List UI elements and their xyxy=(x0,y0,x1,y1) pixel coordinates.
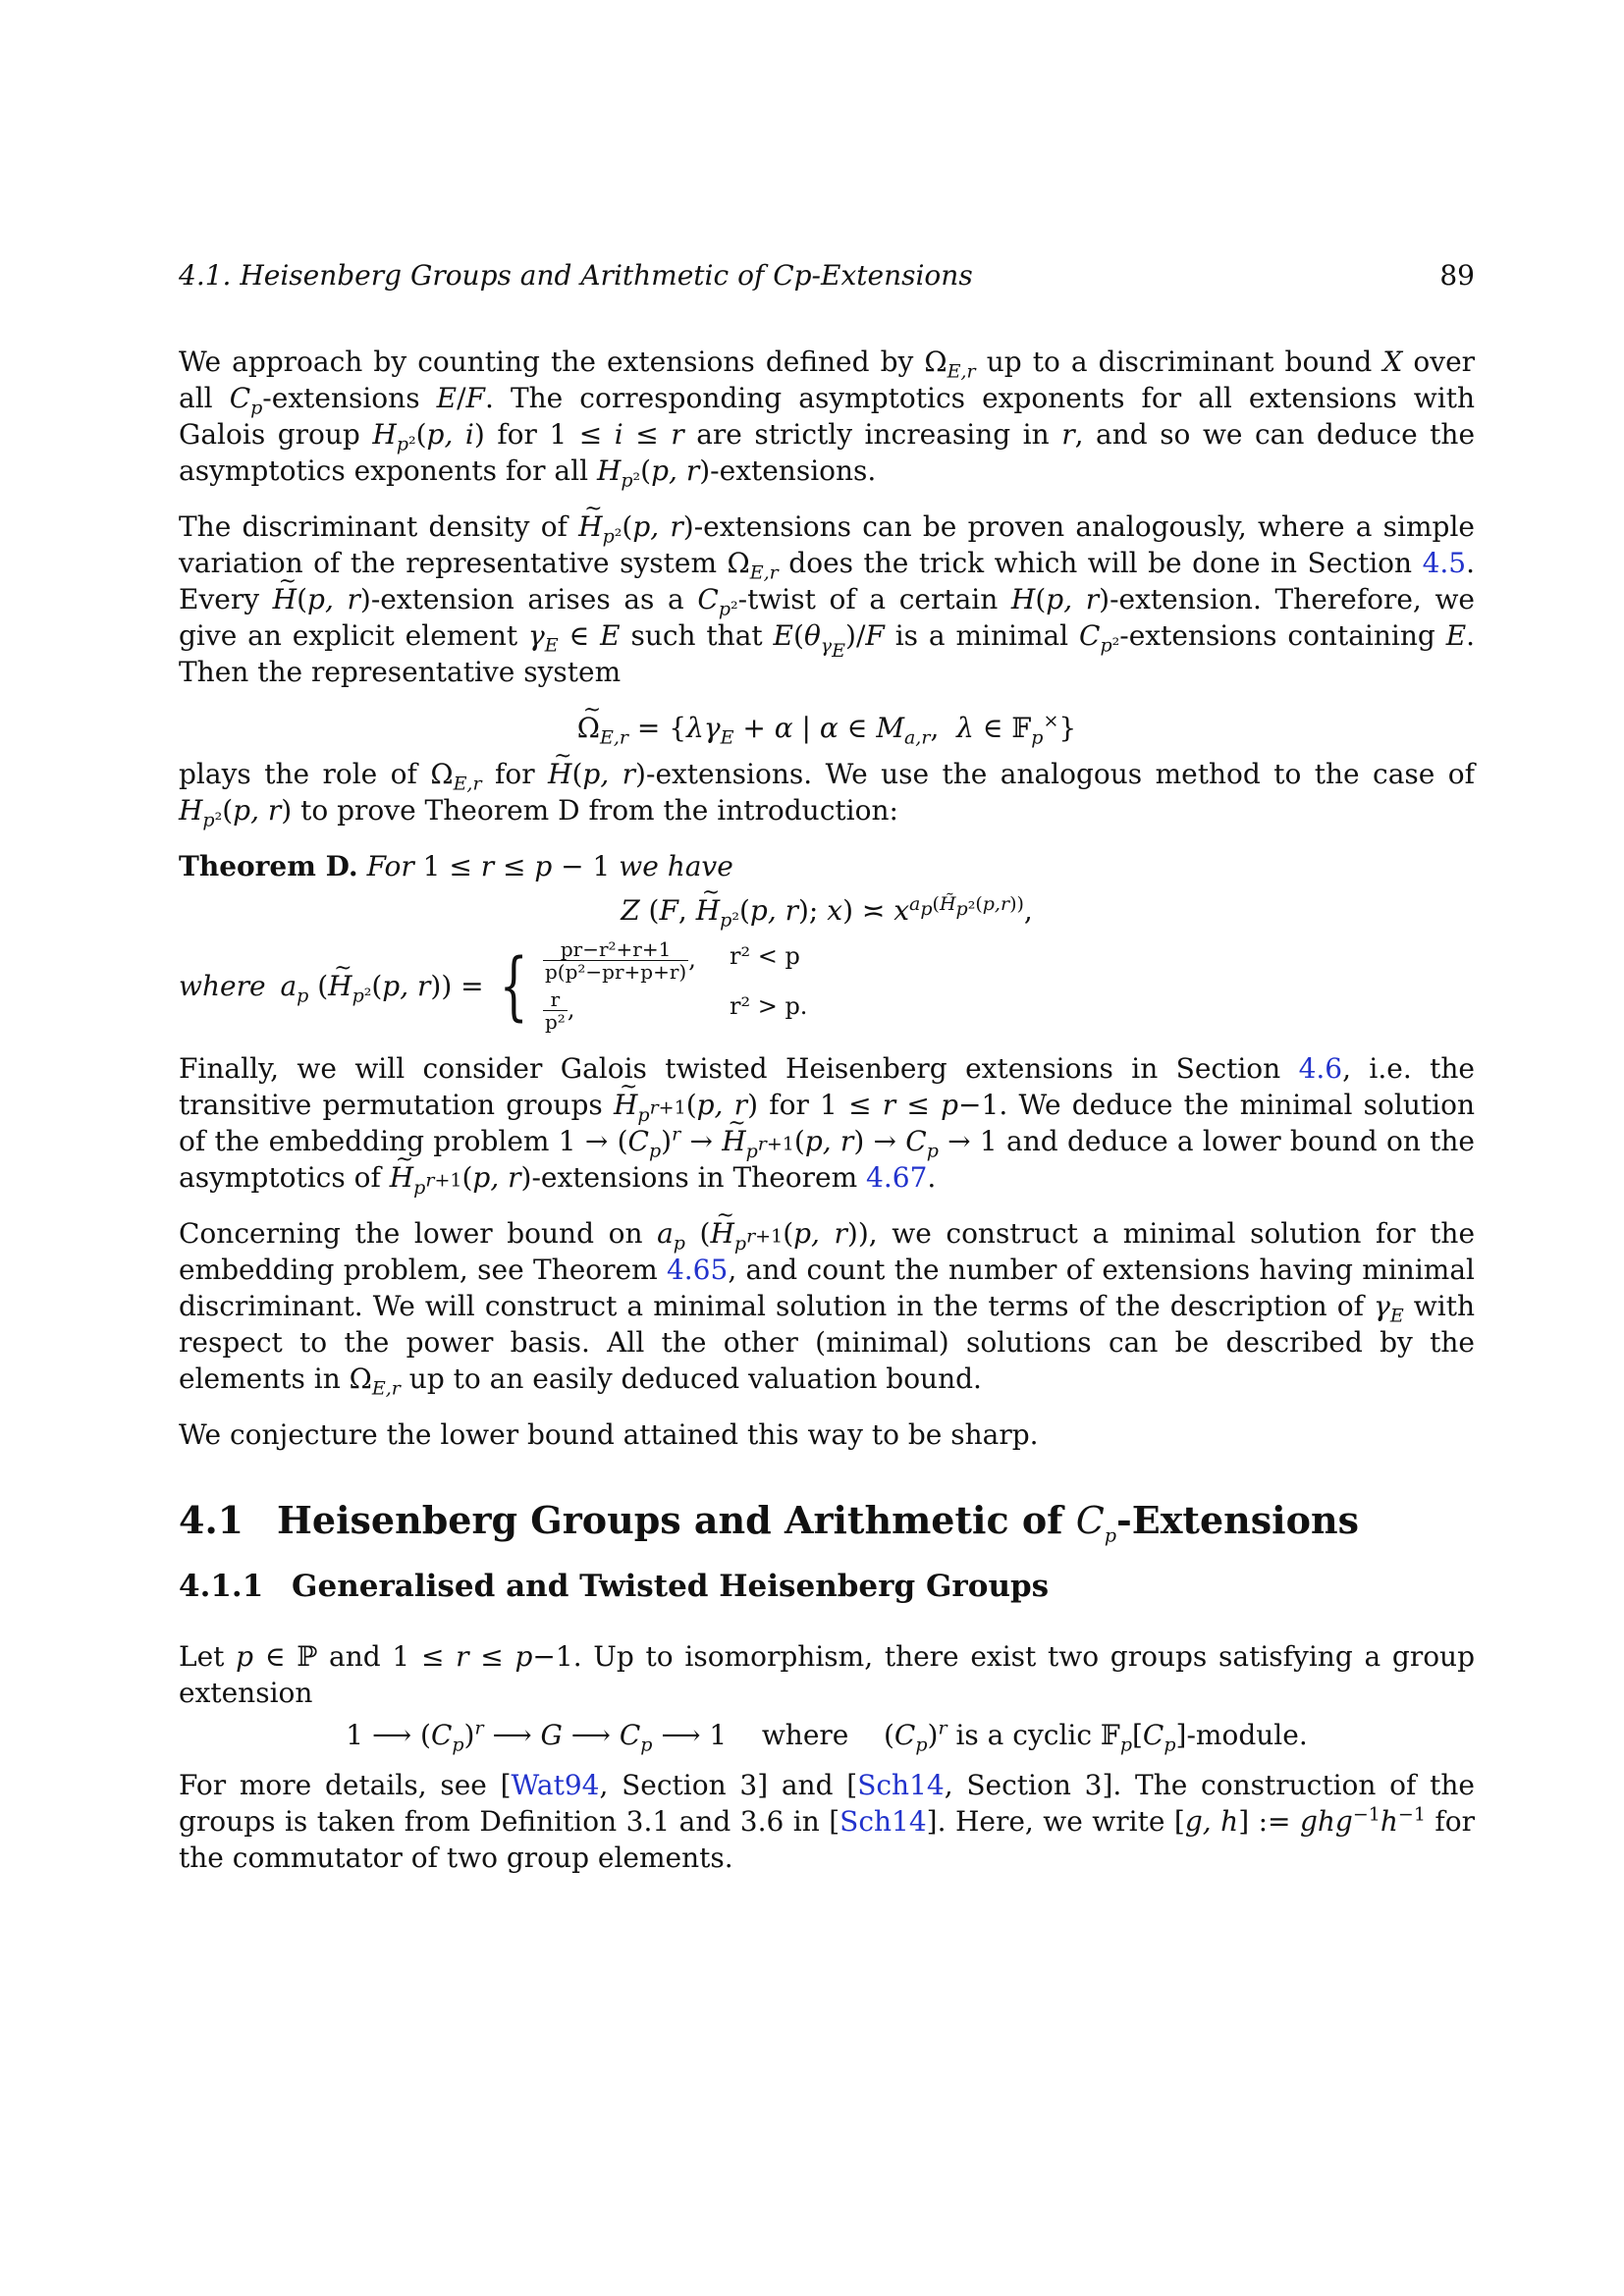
running-title: 4.1. Heisenberg Groups and Arithmetic of Cp-Extensions xyxy=(179,259,973,292)
link-theorem-4-65[interactable]: 4.65 xyxy=(666,1254,729,1286)
equation-theorem-d: Z (F, ~ $H_{p^2}(p$, r); x) ≍ $x^{a_p(H̃_{p^2}(p,r))}$, xyxy=(179,892,1475,929)
paragraph-finally: Finally, we will consider Galois twisted Heisenberg extensions in Section 4.6, i.e. the transitive permutation groups ~ $H_{p^{r+1}}(p$, r) for 1 ≤ r ≤ p−1. We deduce the minimal solution of the embedding problem $1 \to (C_p)^r$ → ~ $H_{p^{r+1}}(p$, $r) \to C_p \to 1$ and deduce a lower bound on the asymptotics of ~ $H_{p^{r+1}}(p$, r)-extensions in Theorem 4.67. xyxy=(179,1050,1475,1196)
page-number: 89 xyxy=(1439,259,1475,292)
citation-sch14[interactable]: Sch14 xyxy=(857,1769,945,1801)
running-header xyxy=(179,259,1475,292)
paragraph-let: Let p ∈ ℙ and 1 ≤ r ≤ p−1. Up to isomorphism, there exist two groups satisfying a group extension xyxy=(179,1640,1476,1709)
paragraph-plays-role: plays the role of $\Omega_{E,r}$ for ~ H(p, r)-extensions. We use the analogous method to the case of $H_{p^2}(p$, r) to prove Theorem D from the introduction: xyxy=(179,756,1475,828)
paragraph-density: The discriminant density of ~ $H_{p^2}(p$, r)-extensions can be proven analogously, where a simple variation of the representative system $\Omega_{E,r}$ does the trick which will be done in Section 4.5. Every ~ H(p, r)-extension arises as a $C_{p^2}$-twist of a certain H(p, r)-extension. Therefore, we give an explicit element $\gamma_E$ ∈ E such that $E(\theta_{\gamma_E})/F$ is a minimal $C_{p^2}$-extensions containing E. Then the representative system xyxy=(179,508,1475,690)
subsection-heading-4-1-1: 4.1.1 Generalised and Twisted Heisenberg Groups xyxy=(179,1569,1050,1604)
section-heading-4-1: 4.1 Heisenberg Groups and Arithmetic of $C_p$-Extensions xyxy=(179,1498,1359,1547)
equation-representative-system: ~ $\Omega_{E,r} = \{\lambda\gamma_E + \alpha$ | α ∈ $M_{a,r}$, λ ∈ 𝔽$_p$×} xyxy=(179,710,1475,746)
link-theorem-4-67[interactable]: 4.67 xyxy=(866,1161,928,1194)
paragraph-details: For more details, see [Wat94, Section 3] and [Sch14, Section 3]. The construction of the groups is taken from Definition 3.1 and 3.6 in [Sch14]. Here, we write [g, h] := $ghg^{-1}h^{-1}$ for the commutator of two group elements. xyxy=(179,1769,1476,1874)
equation-cases: where $a_p$ (~ $H_{p^2}(p$, r)) = { $\frac{\text{pr−r²+r+1}}{\text{p(p²−pr+p+r)}}$ , r² < p $\frac{r}{\text{p²}}$ , r² > p. xyxy=(179,938,1475,1033)
theorem-d: Theorem D. For 1 ≤ r ≤ p − 1 we have xyxy=(179,850,733,882)
page-body xyxy=(179,344,1475,1896)
citation-wat94[interactable]: Wat94 xyxy=(511,1769,600,1801)
citation-sch14-second[interactable]: Sch14 xyxy=(839,1805,927,1838)
equation-group-extension: 1 ⟶ $(C_p)^r$ ⟶ G ⟶ $C_p$ ⟶ 1 where $(C_p)^r$ is a cyclic $𝔽_p[C_p]$-module. xyxy=(346,1717,1308,1756)
link-section-4-5[interactable]: 4.5 xyxy=(1422,547,1467,579)
paragraph-approach: We approach by counting the extensions defined by $\Omega_{E,r}$ up to a discriminant bound X over all $C_p$-extensions E/F. The corresponding asymptotics exponents for all extensions with Galois group $H_{p^2}(p$, i) for 1 ≤ i ≤ r are strictly increasing in r, and so we can deduce the asymptotics exponents for all $H_{p^2}(p$, r)-extensions. xyxy=(179,346,1476,492)
link-section-4-6[interactable]: 4.6 xyxy=(1298,1052,1343,1085)
theorem-label: Theorem D. xyxy=(179,850,358,882)
paragraph-concerning: Concerning the lower bound on $a_p$ (~ $H_{p^{r+1}}(p$, r)), we construct a minimal solution for the embedding problem, see Theorem 4.65, and count the number of extensions having minimal discriminant. We will construct a minimal solution in the terms of the description of $\gamma_E$ with respect to the power basis. All the other (minimal) solutions can be described by the elements in $\Omega_{E,r}$ up to an easily deduced valuation bound. xyxy=(179,1215,1475,1397)
paragraph-conjecture: We conjecture the lower bound attained this way to be sharp. xyxy=(179,1418,1039,1451)
